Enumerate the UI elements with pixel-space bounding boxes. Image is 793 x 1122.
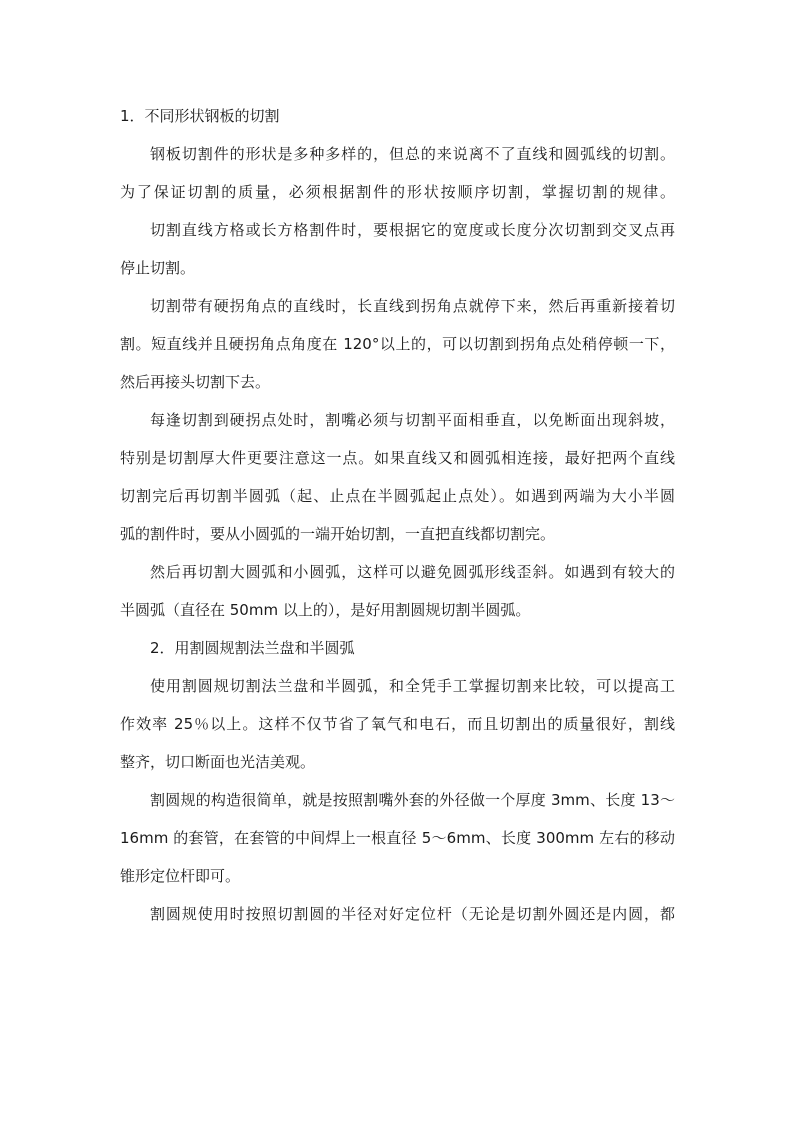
paragraph-line: 16mm 的套管，在套管的中间焊上一根直径 5～6mm、长度 300mm 左右的移动 [120,829,675,847]
paragraph-line: 作效率 25％以上。这样不仅节省了氧气和电石，而且切割出的质量很好，割线 [120,715,675,733]
paragraph-line: 整齐，切口断面也光洁美观。 [120,753,316,771]
paragraph-line: 弧的割件时，要从小圆弧的一端开始切割，一直把直线都切割完。 [120,525,556,543]
paragraph-line: 停止切割。 [120,259,196,277]
paragraph-line: 然后再接头切割下去。 [120,373,271,391]
paragraph-line: 割圆规的构造很简单，就是按照割嘴外套的外径做一个厚度 3mm、长度 13～ [150,791,675,809]
document-body [120,103,675,939]
paragraph-line: 钢板切割件的形状是多种多样的，但总的来说离不了直线和圆弧线的切割。 [150,145,675,163]
paragraph-line: 为了保证切割的质量，必须根据割件的形状按顺序切割，掌握切割的规律。 [120,183,675,201]
paragraph-line: 切割带有硬拐角点的直线时，长直线到拐角点就停下来，然后再重新接着切 [150,297,675,315]
paragraph-line: 半圆弧（直径在 50mm 以上的），是好用割圆规切割半圆弧。 [120,601,531,619]
paragraph-line: 锥形定位杆即可。 [120,867,241,885]
section-heading-2: 2．用割圆规割法兰盘和半圆弧 [150,639,355,657]
paragraph-line: 特别是切割厚大件更要注意这一点。如果直线又和圆弧相连接，最好把两个直线 [120,449,675,467]
paragraph-line: 然后再切割大圆弧和小圆弧，这样可以避免圆弧形线歪斜。如遇到有较大的 [150,563,675,581]
paragraph-line: 使用割圆规切割法兰盘和半圆弧，和全凭手工掌握切割来比较，可以提高工 [150,677,675,695]
paragraph-line: 切割完后再切割半圆弧（起、止点在半圆弧起止点处）。如遇到两端为大小半圆 [120,487,675,505]
paragraph-line: 切割直线方格或长方格割件时，要根据它的宽度或长度分次切割到交叉点再 [150,221,675,239]
paragraph-line: 割圆规使用时按照切割圆的半径对好定位杆（无论是切割外圆还是内圆，都 [150,905,675,923]
paragraph-line: 每逢切割到硬拐点处时，割嘴必须与切割平面相垂直，以免断面出现斜坡， [150,411,675,429]
paragraph-line: 割。短直线并且硬拐角点角度在 120°以上的，可以切割到拐角点处稍停顿一下， [120,335,675,353]
section-heading-1: 1．不同形状钢板的切割 [120,107,280,125]
